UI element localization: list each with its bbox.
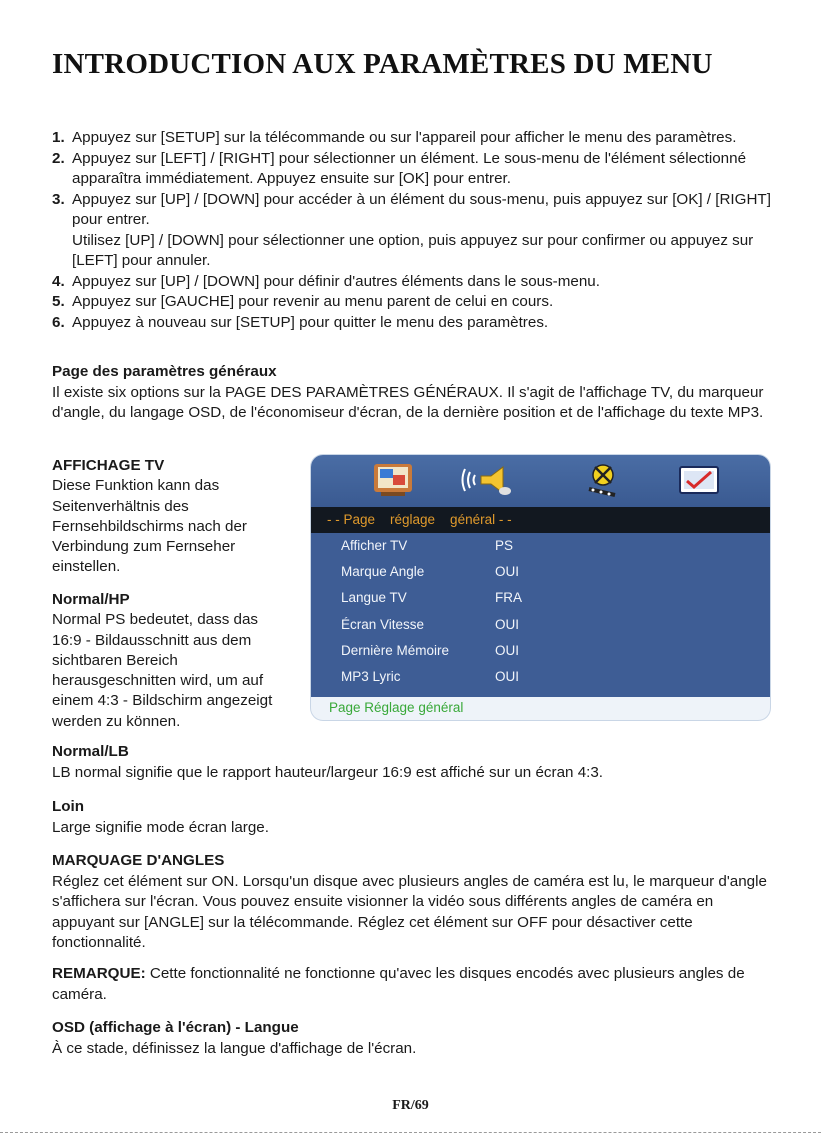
step-number: 4.	[52, 272, 65, 290]
marquage-heading: MARQUAGE D'ANGLES	[52, 852, 225, 869]
osd-heading: OSD (affichage à l'écran) - Langue	[52, 1019, 299, 1036]
step-4	[52, 272, 777, 293]
step-3-extra: Utilisez [UP] / [DOWN] pour sélectionner une option, puis appuyez sur pour confirmer ou appuyez sur [LEFT] pour annuler.	[72, 231, 754, 269]
remarque-section	[52, 964, 772, 1005]
audio-speaker-icon[interactable]	[459, 461, 513, 499]
normal-lb-heading: Normal/LB	[52, 743, 129, 760]
menu-row-langue-tv[interactable]	[311, 585, 770, 611]
menu-row-label: Langue TV	[341, 590, 407, 605]
step-5	[52, 292, 777, 313]
step-number: 1.	[52, 129, 65, 146]
preference-check-icon[interactable]	[677, 461, 721, 499]
menu-row-value: FRA	[495, 590, 522, 605]
normal-hp-section	[52, 590, 284, 732]
normal-lb-section	[52, 742, 772, 783]
tv-settings-menu	[311, 455, 770, 720]
menu-row-derniere-memoire[interactable]	[311, 638, 770, 664]
menu-row-mp3-lyric[interactable]	[311, 664, 770, 690]
step-number: 3.	[52, 190, 65, 208]
step-6	[52, 313, 777, 334]
affichage-heading: AFFICHAGE TV	[52, 457, 165, 474]
menu-row-label: MP3 Lyric	[341, 669, 401, 684]
remarque-label: REMARQUE:	[52, 965, 146, 982]
general-text: Il existe six options sur la PAGE DES PARAMÈTRES GÉNÉRAUX. Il s'agit de l'affichage TV, du marqueur d'angle, du langage OSD, de l'économiseur d'écran, de la dernière position et de l'affichage du texte MP3.	[52, 383, 764, 421]
loin-text: Large signifie mode écran large.	[52, 818, 269, 836]
step-text: Appuyez à nouveau sur [SETUP] pour quitter le menu des paramètres.	[72, 313, 549, 331]
remarque-text: Cette fonctionnalité ne fonctionne qu'avec les disques encodés avec plusieurs angles de caméra.	[52, 965, 745, 1003]
menu-breadcrumb	[311, 507, 770, 533]
marquage-section	[52, 851, 772, 954]
step-text: Appuyez sur [SETUP] sur la télécommande ou sur l'appareil pour afficher le menu des paramètres.	[72, 129, 737, 146]
affichage-text: Diese Funktion kann das Seitenverhältnis des Fernsehbildschirms nach der Verbindung zum Fernseher einstellen.	[52, 477, 247, 576]
menu-row-value: OUI	[495, 564, 520, 579]
step-number: 2.	[52, 149, 65, 167]
menu-row-label: Dernière Mémoire	[341, 643, 450, 658]
general-section	[52, 362, 772, 424]
step-text: Appuyez sur [GAUCHE] pour revenir au menu parent de celui en cours.	[72, 293, 554, 310]
menu-row-label: Écran Vitesse	[341, 617, 425, 632]
menu-row-ecran-vitesse[interactable]	[311, 612, 770, 638]
step-2	[52, 149, 777, 190]
menu-row-value: OUI	[495, 643, 520, 658]
page-title: INTRODUCTION AUX PARAMÈTRES DU MENU	[52, 48, 713, 80]
normal-hp-text: Normal PS bedeutet, dass das 16:9 - Bildausschnitt aus dem sichtbaren Bereich herausgeschnitten wird, um auf einem 4:3 - Bildschirm angezeigt werden zu können.	[52, 611, 273, 730]
menu-row-value: PS	[495, 538, 514, 553]
menu-icon-bar	[311, 455, 770, 507]
menu-row-afficher-tv[interactable]	[311, 533, 770, 559]
loin-heading: Loin	[52, 798, 85, 815]
normal-lb-text: LB normal signifie que le rapport hauteur/largeur 16:9 est affiché sur un écran 4:3.	[52, 763, 604, 781]
breadcrumb-text: - - Page réglage général - -	[327, 512, 512, 527]
menu-row-value: OUI	[495, 617, 520, 632]
step-text: Appuyez sur [UP] / [DOWN] pour définir d'autres éléments dans le sous-menu.	[72, 272, 600, 290]
instruction-steps	[52, 128, 777, 333]
menu-footer: Page Réglage général	[329, 700, 464, 715]
step-1	[52, 128, 777, 149]
step-number: 5.	[52, 293, 65, 310]
marquage-text: Réglez cet élément sur ON. Lorsqu'un disque avec plusieurs angles de caméra est lu, le marqueur d'angle s'affichera sur l'écran. Vous pouvez ensuite visionner la vidéo sous différents angles de caméra en appuyant sur [ANGLE] sur la télécommande. Réglez cet élément sur OFF pour désactiver cette fonctionnalité.	[52, 872, 767, 951]
menu-row-marque-angle[interactable]	[311, 559, 770, 585]
tv-settings-icon[interactable]	[371, 461, 415, 499]
osd-section	[52, 1018, 772, 1059]
affichage-section	[52, 456, 292, 578]
normal-hp-heading: Normal/HP	[52, 591, 130, 608]
page-edge-divider	[0, 1132, 821, 1133]
menu-row-label: Afficher TV	[341, 538, 408, 553]
step-text: Appuyez sur [LEFT] / [RIGHT] pour sélectionner un élément. Le sous-menu de l'élément sélectionné apparaîtra immédiatement. Appuyez ensuite sur [OK] pour entrer.	[72, 149, 747, 187]
loin-section	[52, 797, 772, 838]
step-number: 6.	[52, 313, 65, 331]
step-text: Appuyez sur [UP] / [DOWN] pour accéder à un élément du sous-menu, puis appuyez sur [OK] / [RIGHT] pour entrer.	[72, 190, 771, 228]
step-3	[52, 190, 777, 231]
menu-row-value: OUI	[495, 669, 520, 684]
satellite-icon[interactable]	[579, 461, 623, 499]
page-number: FR/69	[392, 1098, 429, 1113]
general-heading: Page des paramètres généraux	[52, 363, 277, 380]
menu-row-label: Marque Angle	[341, 564, 425, 579]
osd-text: À ce stade, définissez la langue d'affichage de l'écran.	[52, 1039, 417, 1057]
